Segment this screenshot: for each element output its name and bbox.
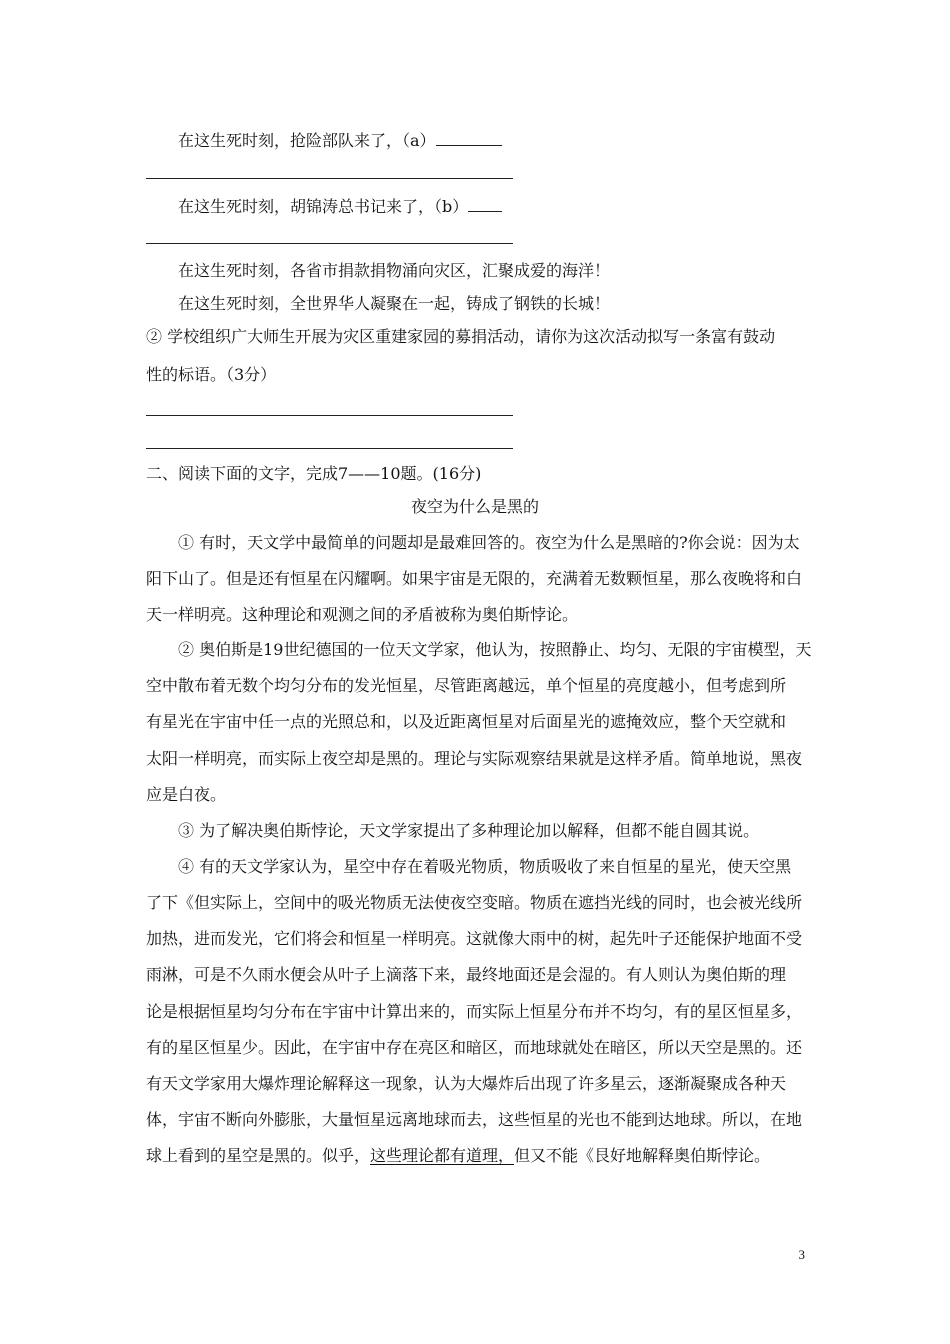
blank-b-short: [468, 195, 502, 212]
p4-line8: 体，宇宙不断向外膨胀，大量恒星远离地球而去，这些恒星的光也不能到达地球。所以，在地: [146, 1110, 803, 1129]
blank-a-short: [436, 129, 502, 146]
p2-line1: ② 奥伯斯是19世纪德国的一位天文学家，他认为，按照静止、均匀、无限的宇宙模型，天: [178, 640, 812, 659]
answer-line-slogan-1: [146, 415, 513, 416]
question2-line2: 性的标语。（3分）: [146, 365, 277, 384]
p4-line1: ④ 有的天文学家认为，星空中存在着吸光物质，物质吸收了来自恒星的星光，使天空黑: [178, 857, 792, 876]
p4-line9-after: 但又不能《艮好地解释奥伯斯悖论。: [514, 1146, 771, 1165]
p1-line1: ① 有时，天文学中最简单的问题却是最难回答的。夜空为什么是黑暗的?你会说：因为太: [178, 533, 800, 552]
question2-line1: ② 学校组织广大师生开展为灾区重建家园的募捐活动，请你为这次活动拟写一条富有鼓动: [146, 327, 776, 346]
p2-line3: 有星光在宇宙中任一点的光照总和，以及近距离恒星对后面星光的遮掩效应，整个天空就和: [146, 712, 787, 731]
fill-line-a: [178, 129, 502, 151]
fill-line-b-text: 在这生死时刻，胡锦涛总书记来了，（b）: [178, 197, 469, 216]
answer-line-a: [146, 178, 513, 179]
p4-line4: 雨淋，可是不久雨水便会从叶子上滴落下来，最终地面还是会湿的。有人则认为奥伯斯的理: [146, 965, 787, 984]
section-heading: 二、阅读下面的文字，完成7——10题。(16分): [146, 464, 482, 483]
p2-line4: 太阳一样明亮，而实际上夜空却是黑的。理论与实际观察结果就是这样矛盾。简单地说，黑夜: [146, 749, 803, 768]
underlined-phrase: 这些理论都有道理，: [370, 1146, 515, 1165]
page-number: 3: [798, 1247, 805, 1262]
p3-line1: ③ 为了解决奥伯斯悖论，天文学家提出了多种理论加以解释，但都不能自圆其说。: [178, 821, 760, 840]
fill-line-a-text: 在这生死时刻，抢险部队来了，（a）: [178, 131, 436, 150]
fill-line-d: 在这生死时刻，全世界华人凝聚在一起，铸成了钢铁的长城！: [178, 294, 611, 313]
fill-line-c: 在这生死时刻，各省市捐款捐物涌向灾区，汇聚成爱的海洋！: [178, 261, 611, 280]
passage-title: 夜空为什么是黑的: [410, 497, 539, 516]
p4-line6: 有的星区恒星少。因此，在宇宙中存在亮区和暗区，而地球就处在暗区，所以天空是黑的。还: [146, 1038, 803, 1057]
answer-line-b: [146, 243, 513, 244]
answer-line-slogan-2: [146, 448, 513, 449]
p1-line2: 阳下山了。但是还有恒星在闪耀啊。如果宇宙是无限的，充满着无数颗恒星，那么夜晚将和白: [146, 569, 803, 588]
p4-line5: 论是根据恒星均匀分布在宇宙中计算出来的，而实际上恒星分布并不均匀，有的星区恒星多，: [146, 1002, 803, 1021]
p2-line2: 空中散布着无数个均匀分布的发光恒星，尽管距离越远，单个恒星的亮度越小，但考虑到所: [146, 676, 787, 695]
p4-line9: [146, 1146, 770, 1166]
p4-line7: 有天文学家用大爆炸理论解释这一现象，认为大爆炸后出现了许多星云，逐渐凝聚成各种天: [146, 1074, 787, 1093]
p2-line5: 应是白夜。: [146, 785, 227, 804]
fill-line-b: [178, 195, 502, 217]
p4-line2: 了下《但实际上，空间中的吸光物质无法使夜空变暗。物质在遮挡光线的同时，也会被光线所: [146, 893, 803, 912]
p4-line3: 加热，进而发光，它们将会和恒星一样明亮。这就像大雨中的树，起先叶子还能保护地面不受: [146, 929, 803, 948]
p4-line9-before: 球上看到的星空是黑的。似乎，: [146, 1146, 371, 1165]
p1-line3: 天一样明亮。这种理论和观测之间的矛盾被称为奥伯斯悖论。: [146, 605, 579, 624]
